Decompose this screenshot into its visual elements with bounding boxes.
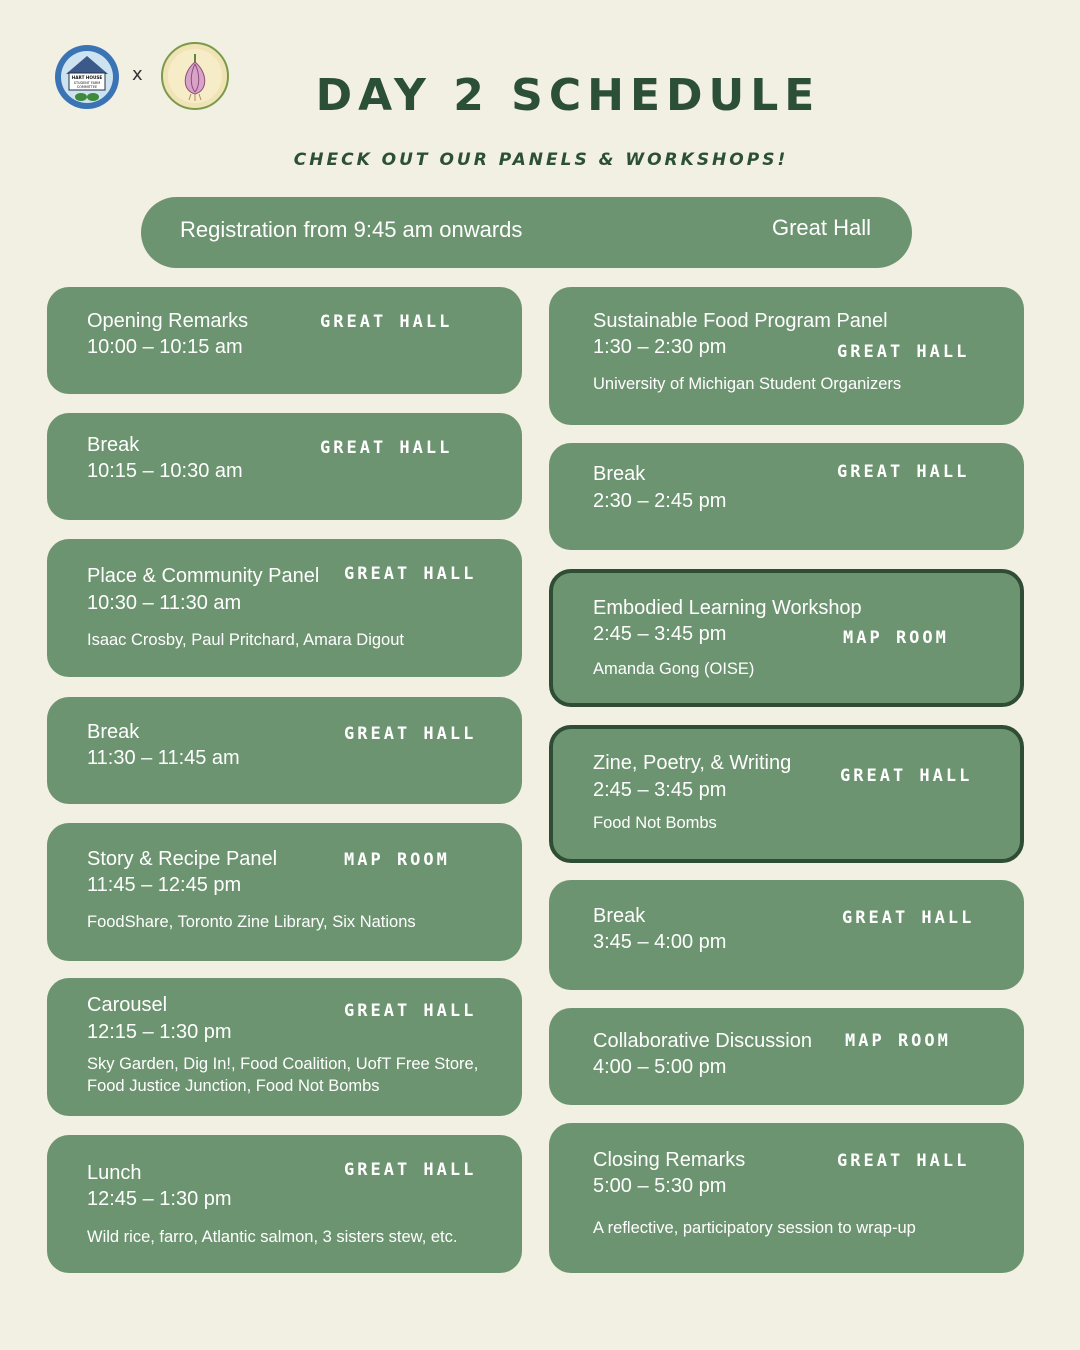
session-description: FoodShare, Toronto Zine Library, Six Nations: [87, 913, 416, 931]
session-location: GREAT HALL: [344, 724, 477, 744]
session-name: Closing Remarks: [593, 1149, 746, 1171]
session-time: 10:15 – 10:30 am: [87, 460, 243, 482]
session-name: Lunch: [87, 1162, 142, 1184]
registration-location: Great Hall: [771, 215, 871, 240]
session-name: Collaborative Discussion: [593, 1030, 812, 1052]
session-name: Zine, Poetry, & Writing: [593, 752, 792, 774]
session-name: Break: [87, 434, 140, 456]
schedule-card-zine-poetry-writing: [549, 725, 1024, 863]
session-time: 3:45 – 4:00 pm: [593, 931, 727, 953]
session-description: Food Not Bombs: [593, 814, 717, 832]
session-location: MAP ROOM: [843, 628, 949, 648]
session-name: Sustainable Food Program Panel: [593, 310, 888, 332]
session-time: 1:30 – 2:30 pm: [593, 336, 727, 358]
page-title: DAY 2 SCHEDULE: [315, 70, 821, 121]
session-description: Wild rice, farro, Atlantic salmon, 3 sisters stew, etc.: [87, 1228, 458, 1246]
schedule-card-carousel: [47, 978, 522, 1116]
session-name: Opening Remarks: [87, 310, 249, 332]
schedule-card-break-3: [549, 443, 1024, 550]
session-location: GREAT HALL: [837, 342, 970, 362]
session-location: GREAT HALL: [842, 908, 975, 928]
session-location: GREAT HALL: [840, 766, 973, 786]
schedule-card-sustainable-food-panel: [549, 287, 1024, 425]
session-location: GREAT HALL: [320, 312, 453, 332]
session-description: Isaac Crosby, Paul Pritchard, Amara Digout: [87, 631, 404, 649]
session-name: Story & Recipe Panel: [87, 848, 278, 870]
session-time: 10:30 – 11:30 am: [87, 592, 242, 614]
schedule-card-break-4: [549, 880, 1024, 990]
schedule-card-story-recipe-panel: [47, 823, 522, 961]
session-location: GREAT HALL: [344, 1001, 477, 1021]
session-location: GREAT HALL: [344, 1160, 477, 1180]
registration-banner: [141, 197, 912, 268]
session-name: Embodied Learning Workshop: [593, 597, 862, 619]
session-name: Place & Community Panel: [87, 565, 320, 587]
session-time: 2:45 – 3:45 pm: [593, 623, 727, 645]
session-time: 12:45 – 1:30 pm: [87, 1188, 232, 1210]
session-description: A reflective, participatory session to wrap-up: [593, 1219, 916, 1237]
session-name: Break: [593, 463, 646, 485]
session-time: 11:30 – 11:45 am: [87, 747, 240, 769]
session-name: Break: [593, 905, 646, 927]
session-time: 12:15 – 1:30 pm: [87, 1021, 232, 1043]
session-location: MAP ROOM: [845, 1031, 951, 1051]
session-description: University of Michigan Student Organizers: [593, 375, 902, 393]
svg-text:HART HOUSE: HART HOUSE: [71, 75, 103, 80]
session-time: 5:00 – 5:30 pm: [593, 1175, 727, 1197]
session-location: GREAT HALL: [344, 564, 477, 584]
schedule-card-opening-remarks: [47, 287, 522, 394]
svg-text:STUDENT FARM: STUDENT FARM: [73, 81, 101, 85]
session-time: 10:00 – 10:15 am: [87, 336, 243, 358]
schedule-card-embodied-learning: [549, 569, 1024, 707]
session-location: GREAT HALL: [837, 1151, 970, 1171]
session-time: 4:00 – 5:00 pm: [593, 1056, 727, 1078]
session-description: Amanda Gong (OISE): [593, 660, 755, 678]
schedule-card-break-2: [47, 697, 522, 804]
session-name: Carousel: [87, 994, 168, 1016]
schedule-card-break-1: [47, 413, 522, 520]
session-location: MAP ROOM: [344, 850, 450, 870]
session-time: 2:45 – 3:45 pm: [593, 779, 727, 801]
session-location: GREAT HALL: [320, 438, 453, 458]
session-time: 2:30 – 2:45 pm: [593, 490, 727, 512]
session-time: 11:45 – 12:45 pm: [87, 874, 242, 896]
logo-separator: x: [132, 64, 143, 85]
schedule-card-lunch: [47, 1135, 522, 1273]
schedule-card-closing-remarks: [549, 1123, 1024, 1273]
page-subtitle: CHECK OUT OUR PANELS & WORKSHOPS!: [293, 150, 789, 170]
session-location: GREAT HALL: [837, 462, 970, 482]
session-description: Sky Garden, Dig In!, Food Coalition, UofT Free Store, Food Justice Junction, Food Not Bombs: [87, 1055, 479, 1095]
session-name: Break: [87, 721, 140, 743]
schedule-card-place-community-panel: [47, 539, 522, 677]
svg-text:COMMITTEE: COMMITTEE: [76, 85, 98, 89]
schedule-card-collaborative-discussion: [549, 1008, 1024, 1105]
registration-text: Registration from 9:45 am onwards: [180, 217, 523, 242]
